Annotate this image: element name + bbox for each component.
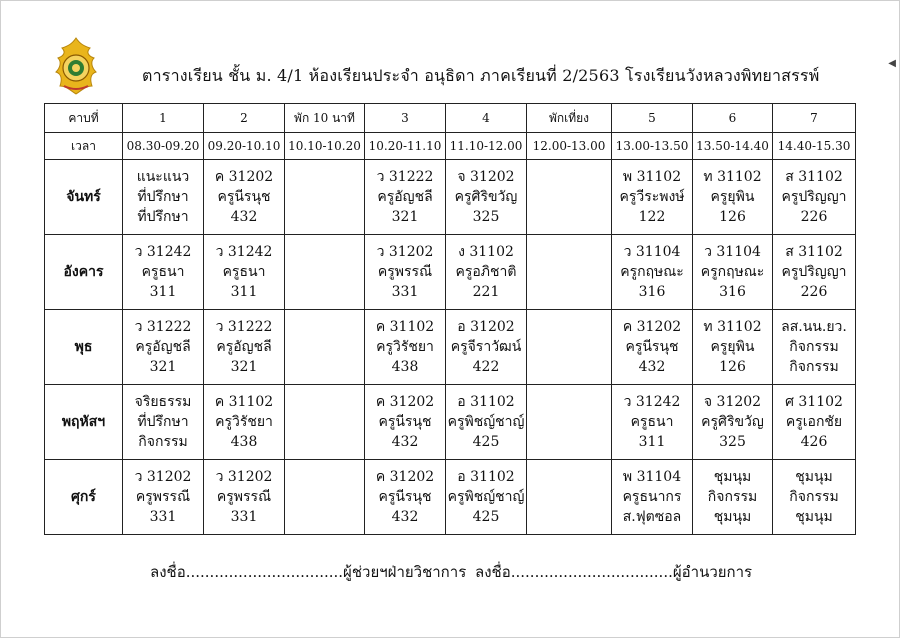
class-cell: [204, 385, 285, 460]
teacher-name: ครูยุพิน: [710, 339, 755, 355]
time-cell: เวลา: [45, 133, 123, 160]
day-name: พุธ: [45, 310, 123, 385]
teacher-name: ครูอัญชลี: [135, 339, 191, 355]
teacher-name: กิจกรรม: [789, 339, 839, 355]
subject-code: ค 31202: [375, 394, 435, 410]
subject-code: ว 31104: [623, 244, 681, 260]
teacher-name: ครูพิชญ์ชาญ์: [447, 489, 525, 505]
subject-code: ว 31202: [215, 469, 273, 485]
room-number: 432: [391, 434, 419, 450]
teacher-name: ครูจีราวัฒน์: [450, 339, 522, 355]
day-name: ศุกร์: [45, 460, 123, 535]
break-cell: [285, 310, 365, 385]
subject-code: ชุมนุม: [713, 469, 752, 485]
header-cell: พัก 10 นาที: [285, 104, 365, 133]
teacher-name: ครูธนา: [141, 264, 185, 280]
subject-code: ว 31222: [376, 169, 434, 185]
room-number: 425: [472, 509, 500, 525]
class-cell: [773, 385, 856, 460]
room-number: 316: [719, 284, 746, 300]
room-number: 311: [230, 284, 258, 300]
teacher-name: ครูพิชญ์ชาญ์: [447, 414, 525, 430]
teacher-name: ที่ปรึกษา: [137, 189, 189, 205]
header-cell: 5: [612, 104, 693, 133]
time-row: [45, 133, 856, 160]
subject-code: ศ 31102: [785, 394, 843, 410]
subject-code: จ 31202: [703, 394, 762, 410]
break-cell: [285, 160, 365, 235]
break-cell: [285, 385, 365, 460]
class-cell: [123, 310, 204, 385]
room-number: 331: [230, 509, 258, 525]
header-cell: 3: [365, 104, 446, 133]
subject-code: ค 31102: [214, 394, 274, 410]
class-cell: [123, 460, 204, 535]
teacher-name: กิจกรรม: [707, 489, 758, 505]
subject-code: ค 31202: [375, 469, 435, 485]
period-header-row: [45, 104, 856, 133]
class-cell: [446, 460, 527, 535]
room-number: 126: [719, 209, 746, 225]
class-cell: [365, 310, 446, 385]
class-cell: [773, 460, 856, 535]
subject-code: ว 31242: [134, 244, 192, 260]
room-number: 325: [719, 434, 746, 450]
class-cell: [204, 310, 285, 385]
room-number: 321: [230, 359, 258, 375]
teacher-name: ครูนีรนุช: [625, 339, 679, 355]
teacher-name: ครูวีระพงษ์: [619, 189, 685, 205]
subject-code: ค 31202: [214, 169, 274, 185]
subject-code: ว 31202: [376, 244, 434, 260]
room-number: 311: [149, 284, 177, 300]
class-cell: [612, 160, 693, 235]
subject-code: พ 31104: [622, 469, 682, 485]
subject-code: ว 31242: [623, 394, 681, 410]
time-cell: 11.10-12.00: [446, 133, 527, 160]
day-name: จันทร์: [45, 160, 123, 235]
room-number: 425: [472, 434, 500, 450]
teacher-name: ครูเอกชัย: [785, 414, 843, 430]
room-number: ชุมนุม: [795, 509, 833, 525]
day-name: อังคาร: [45, 235, 123, 310]
teacher-name: ครูวิรัชยา: [376, 339, 434, 355]
subject-code: ท 31102: [703, 169, 762, 185]
subject-code: ค 31202: [622, 319, 682, 335]
room-number: 321: [149, 359, 177, 375]
page-title: ตารางเรียน ชั้น ม. 4/1 ห้องเรียนประจำ อนุธิดา ภาคเรียนที่ 2/2563 โรงเรียนวังหลวงพิทยาสรรพ์: [142, 66, 820, 85]
room-number: 311: [638, 434, 666, 450]
class-cell: [693, 385, 773, 460]
teacher-name: ครูปริญญา: [781, 264, 847, 280]
class-cell: [612, 235, 693, 310]
class-cell: [446, 160, 527, 235]
class-cell: [693, 235, 773, 310]
subject-code: ว 31222: [134, 319, 192, 335]
teacher-name: ครูพรรณี: [377, 264, 433, 280]
header-cell: พักเที่ยง: [527, 104, 612, 133]
teacher-name: ครูอภิชาติ: [455, 264, 517, 280]
school-emblem-icon: [50, 36, 102, 96]
class-cell: [446, 385, 527, 460]
time-cell: 10.10-10.20: [285, 133, 365, 160]
break-cell: [527, 310, 612, 385]
subject-code: ง 31102: [458, 244, 514, 260]
subject-code: ชุมนุม: [795, 469, 833, 485]
teacher-name: ครูอัญชลี: [216, 339, 272, 355]
time-cell: 10.20-11.10: [365, 133, 446, 160]
teacher-name: ครูกฤษณะ: [700, 264, 765, 280]
room-number: 432: [230, 209, 258, 225]
room-number: 331: [391, 284, 419, 300]
break-cell: [527, 235, 612, 310]
class-cell: [204, 460, 285, 535]
room-number: 438: [391, 359, 419, 375]
signature-line: [150, 560, 752, 584]
header-cell: 4: [446, 104, 527, 133]
day-row: [45, 385, 856, 460]
room-number: 126: [719, 359, 746, 375]
class-cell: [123, 235, 204, 310]
day-row: [45, 235, 856, 310]
room-number: 432: [638, 359, 666, 375]
teacher-name: ครูยุพิน: [710, 189, 755, 205]
class-cell: [612, 460, 693, 535]
signature-assistant: ลงชื่อ.................................ผู้ช่วยฯฝ่ายวิชาการ: [150, 563, 467, 581]
subject-code: ว 31104: [704, 244, 761, 260]
teacher-name: ครูพรรณี: [135, 489, 191, 505]
subject-code: จริยธรรม: [134, 394, 192, 410]
day-row: [45, 460, 856, 535]
subject-code: ลส.นน.ยว.: [781, 319, 847, 335]
subject-code: แนะแนว: [136, 169, 190, 185]
class-cell: [365, 160, 446, 235]
time-cell: 08.30-09.20: [123, 133, 204, 160]
day-row: [45, 310, 856, 385]
subject-code: อ 31202: [457, 319, 515, 335]
room-number: 221: [472, 284, 500, 300]
header-cell: 7: [773, 104, 856, 133]
room-number: ส.ฟุตซอล: [622, 509, 682, 525]
class-cell: [693, 160, 773, 235]
teacher-name: ครูนีรนุช: [217, 189, 271, 205]
class-cell: [693, 460, 773, 535]
teacher-name: ครูศิริขวัญ: [454, 189, 518, 205]
class-cell: [446, 235, 527, 310]
class-cell: [123, 385, 204, 460]
break-cell: [285, 460, 365, 535]
teacher-name: ครูนีรนุช: [378, 414, 432, 430]
break-cell: [527, 385, 612, 460]
class-cell: [204, 160, 285, 235]
signature-director: ลงชื่อ..................................ผู้อำนวยการ: [475, 563, 753, 581]
day-name: พฤหัสฯ: [45, 385, 123, 460]
break-cell: [285, 235, 365, 310]
room-number: กิจกรรม: [789, 359, 839, 375]
teacher-name: ครูพรรณี: [216, 489, 272, 505]
teacher-name: กิจกรรม: [789, 489, 839, 505]
header-cell: 1: [123, 104, 204, 133]
room-number: ที่ปรึกษา: [137, 209, 189, 225]
header-cell: คาบที่: [45, 104, 123, 133]
room-number: 316: [638, 284, 666, 300]
header-cell: 2: [204, 104, 285, 133]
subject-code: พ 31102: [622, 169, 682, 185]
teacher-name: ครูธนา: [630, 414, 674, 430]
class-cell: [612, 310, 693, 385]
room-number: 122: [638, 209, 666, 225]
subject-code: ค 31102: [375, 319, 435, 335]
time-cell: 13.50-14.40: [693, 133, 773, 160]
room-number: 432: [391, 509, 419, 525]
class-cell: [365, 235, 446, 310]
room-number: ชุมนุม: [713, 509, 752, 525]
class-cell: [773, 235, 856, 310]
class-cell: [204, 235, 285, 310]
class-cell: [123, 160, 204, 235]
room-number: 331: [149, 509, 177, 525]
time-cell: 12.00-13.00: [527, 133, 612, 160]
collapse-arrow-icon: ◀: [888, 58, 896, 69]
room-number: 438: [230, 434, 258, 450]
subject-code: อ 31102: [457, 469, 515, 485]
teacher-name: ที่ปรึกษา: [137, 414, 189, 430]
teacher-name: ครูนีรนุช: [378, 489, 432, 505]
room-number: 325: [472, 209, 500, 225]
subject-code: ว 31202: [134, 469, 192, 485]
room-number: 426: [800, 434, 828, 450]
class-cell: [693, 310, 773, 385]
teacher-name: ครูศิริขวัญ: [701, 414, 764, 430]
subject-code: ว 31222: [215, 319, 273, 335]
teacher-name: ครูธนากร: [622, 489, 682, 505]
time-cell: 13.00-13.50: [612, 133, 693, 160]
timetable: [44, 103, 856, 535]
class-cell: [773, 160, 856, 235]
room-number: 226: [800, 284, 828, 300]
teacher-name: ครูกฤษณะ: [620, 264, 684, 280]
teacher-name: ครูธนา: [222, 264, 266, 280]
time-cell: 09.20-10.10: [204, 133, 285, 160]
subject-code: จ 31202: [457, 169, 515, 185]
subject-code: ว 31242: [215, 244, 273, 260]
time-cell: 14.40-15.30: [773, 133, 856, 160]
room-number: 422: [472, 359, 500, 375]
room-number: 321: [391, 209, 419, 225]
class-cell: [612, 385, 693, 460]
subject-code: ส 31102: [785, 244, 843, 260]
subject-code: อ 31102: [457, 394, 515, 410]
class-cell: [365, 385, 446, 460]
header-cell: 6: [693, 104, 773, 133]
class-cell: [773, 310, 856, 385]
room-number: กิจกรรม: [138, 434, 188, 450]
break-cell: [527, 160, 612, 235]
day-row: [45, 160, 856, 235]
subject-code: ส 31102: [785, 169, 843, 185]
room-number: 226: [800, 209, 828, 225]
teacher-name: ครูปริญญา: [781, 189, 847, 205]
teacher-name: ครูอัญชลี: [377, 189, 433, 205]
class-cell: [365, 460, 446, 535]
teacher-name: ครูวิรัชยา: [215, 414, 273, 430]
break-cell: [527, 460, 612, 535]
class-cell: [446, 310, 527, 385]
subject-code: ท 31102: [703, 319, 762, 335]
